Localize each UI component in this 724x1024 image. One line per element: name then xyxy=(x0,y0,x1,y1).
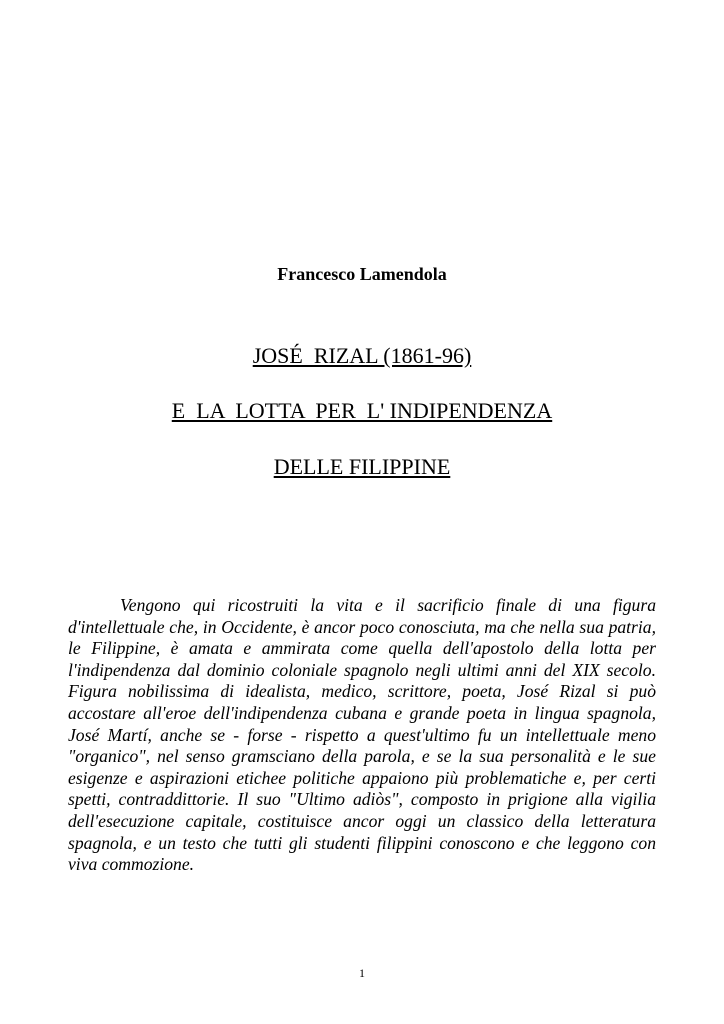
title-line-3: DELLE FILIPPINE xyxy=(273,454,451,479)
title-line-1: JOSÉ RIZAL (1861-96) xyxy=(252,343,472,368)
page-number: 1 xyxy=(359,966,365,980)
title-line-2: E LA LOTTA PER L' INDIPENDENZA xyxy=(171,398,553,423)
abstract-paragraph: Vengono qui ricostruiti la vita e il sacrificio finale di una figura d'intellettuale che, in Occidente, è ancor poco conosciuta, ma che nella sua patria, le Filippine, è amata e ammirata come quella dell'apostolo della lotta per l'indipendenza dal dominio coloniale spagnolo negli ultimi anni del XIX secolo. Figura nobilissima di idealista, medico, scrittore, poeta, José Rizal si può accostare all'eroe dell'indipendenza cubana e grande poeta in lingua spagnola, José Martí, anche se - forse - rispetto a quest'ultimo fu un intellettuale meno "organico", nel senso gramsciano della parola, e se la sua personalità e le sue esigenze e aspirazioni etichee politiche appaiono più problematiche e, per certi spetti, contraddittorie. Il suo "Ultimo adiòs", composto in prigione alla vigilia dell'esecuzione capitale, costituisce ancor oggi un classico della letteratura spagnola, e un testo che tutti gli studenti filippini conoscono e che leggono con viva commozione. xyxy=(68,595,656,875)
author-name: Francesco Lamendola xyxy=(277,264,447,284)
